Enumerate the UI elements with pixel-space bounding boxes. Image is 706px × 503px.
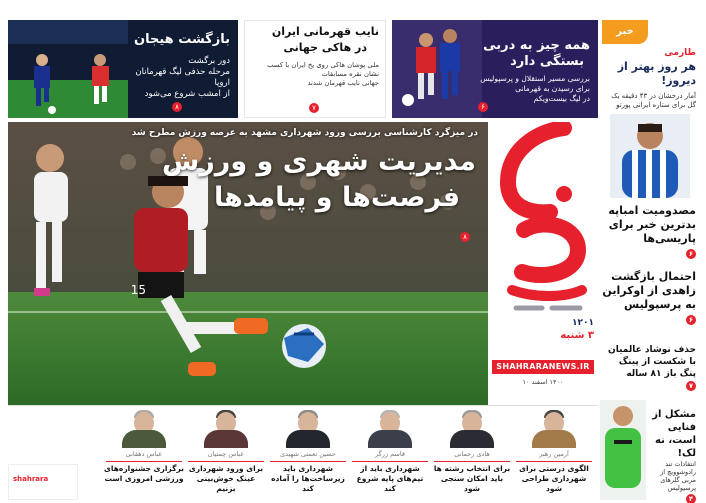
quote-headline: برای ورود شهرداری عینک خوش‌بینی بزنیم <box>188 464 264 493</box>
top-card-line: در لیگ بیست‌ویکم <box>533 94 590 103</box>
issue-day: ۳ شنبه <box>560 330 594 341</box>
corner-logo <box>8 464 78 500</box>
top-card-line: جهانی نایب قهرمان شدند <box>307 79 379 87</box>
shirt-number: 15 <box>130 283 146 297</box>
divider <box>434 461 510 462</box>
top-card-text <box>251 61 379 88</box>
top-card-champions-league[interactable] <box>8 20 238 118</box>
top-card-title: همه چیز به دربی <box>483 38 590 53</box>
hero-kicker: در میزگرد کارشناسی بررسی ورود شهرداری مشهد به عرصه ورزش مطرح شد <box>131 128 478 138</box>
person-name: قاسم زرگر <box>375 450 405 458</box>
roundtable-item[interactable] <box>350 408 430 502</box>
avatar <box>526 408 582 448</box>
top-card-line: بررسی مسیر استقلال و پرسپولیس <box>480 74 590 83</box>
story-fanaei[interactable] <box>644 408 696 503</box>
goalkeeper-photo <box>600 400 646 500</box>
page-number-badge: ۷ <box>686 381 696 391</box>
divider <box>352 461 428 462</box>
hero-headline-line2: فرصت‌ها و پیامدها <box>213 182 460 213</box>
taremi-story[interactable] <box>600 20 700 198</box>
avatar <box>116 408 172 448</box>
person-name: هادی رحمانی <box>454 450 490 458</box>
avatar <box>362 408 418 448</box>
top-card-line: دور برگشت <box>188 56 230 66</box>
person-name: حسین نعمتی شهیدی <box>280 450 336 458</box>
page-number-badge: ۶ <box>686 315 696 325</box>
issue-number: ۱۲۰۱ <box>572 318 594 328</box>
top-card-line: مرحله حذفی لیگ قهرمانان اروپا <box>135 67 230 88</box>
story-text: حذف نوشاد عالمیان با شکست از پینگ پنگ باز ۸۱ ساله <box>608 345 696 379</box>
avatar <box>280 408 336 448</box>
top-card-text <box>480 74 590 104</box>
top-card-title-2: بستگی دارد <box>510 54 584 69</box>
divider <box>516 461 592 462</box>
person-name: عباس چمنیان <box>207 450 245 458</box>
person-name: آرمین رهبر <box>539 450 569 458</box>
hero-story[interactable] <box>8 122 488 405</box>
roundtable-item[interactable] <box>104 408 184 502</box>
quote-headline: برای انتخاب رشته ها باید امکان سنجی شود <box>433 464 511 493</box>
story-alamian[interactable] <box>600 344 696 392</box>
roundtable-item[interactable] <box>514 408 594 502</box>
story-text: مشکل از فنایی است، نه لک! <box>652 409 696 459</box>
roundtable-item[interactable] <box>268 408 348 502</box>
issue-date: ۱۴۰۰ اسفند ۱۰ <box>522 378 564 386</box>
shahrara-logo <box>494 122 590 312</box>
top-card-hockey[interactable] <box>244 20 386 118</box>
masthead <box>488 122 598 405</box>
taremi-photo <box>610 114 690 198</box>
page-number-badge: ۶ <box>686 249 696 259</box>
page-number-badge: ۸ <box>460 232 470 242</box>
story-mbappe[interactable] <box>600 204 696 260</box>
hero-headline-line1: مدیریت شهری و ورزش <box>162 146 476 177</box>
top-card-text <box>126 56 230 100</box>
taremi-subtitle: آمار درخشان در ۴۳ دقیقه یک گل برای ستاره ایرانی پورتو <box>611 92 696 109</box>
roundtable-item[interactable] <box>186 408 266 502</box>
story-text: مصدومیت امباپه بدترین خبر برای پاریسی‌ها <box>608 204 696 245</box>
top-card-line: ملی پوشان هاکی روی یخ ایران با کسب نشان نقره مسابقات <box>267 61 379 78</box>
top-card-derby[interactable] <box>392 20 598 118</box>
quote-headline: شهرداری باید از تیم‌های پایه شروع کند <box>356 464 424 493</box>
top-card-title: بازگشت هیجان <box>134 32 230 47</box>
top-card-title-2: در هاکی جهانی <box>283 41 367 54</box>
page-number-badge: ۷ <box>309 103 319 113</box>
top-card-line: برای رسیدن به قهرمانی <box>515 84 590 93</box>
site-url-link[interactable]: SHAHRARANEWS.IR <box>492 360 594 374</box>
avatar <box>444 408 500 448</box>
roundtable-item[interactable] <box>432 408 512 502</box>
story-subtext: انتقادات تند رادوشوویچ از مربی گلرهای پرسپولیس <box>660 460 696 492</box>
story-text: احتمال بازگشت زاهدی از اوکراین به پرسپولیس <box>602 270 696 311</box>
top-card-title: نایب قهرمانی ایران <box>271 25 379 38</box>
taremi-title: هر روز بهتر از دیروز! <box>617 60 696 87</box>
avatar <box>198 408 254 448</box>
story-zahedi[interactable] <box>600 270 696 326</box>
roundtable-strip <box>8 405 598 503</box>
divider <box>106 461 182 462</box>
page-number-badge: ۶ <box>478 102 488 112</box>
right-column <box>600 20 700 503</box>
corner-logo-text: shahrara <box>13 475 49 483</box>
taremi-kicker: طارمی <box>664 48 696 58</box>
divider <box>270 461 346 462</box>
divider <box>188 461 264 462</box>
top-card-line: از امشب شروع می‌شود <box>144 89 230 99</box>
khabar-logo: خبر <box>602 20 648 44</box>
quote-headline: الگوی درستی برای شهرداری طراحی شود <box>519 464 589 493</box>
page-number-badge: ۸ <box>172 102 182 112</box>
quote-headline: برگزاری جشنواره‌های ورزشی امروزی است <box>104 464 184 483</box>
person-name: عباس دهقانی <box>125 450 163 458</box>
quote-headline: شهرداری باید زیرساخت‌ها را آماده کند <box>271 464 345 493</box>
page-number-badge: ۴ <box>686 494 696 503</box>
